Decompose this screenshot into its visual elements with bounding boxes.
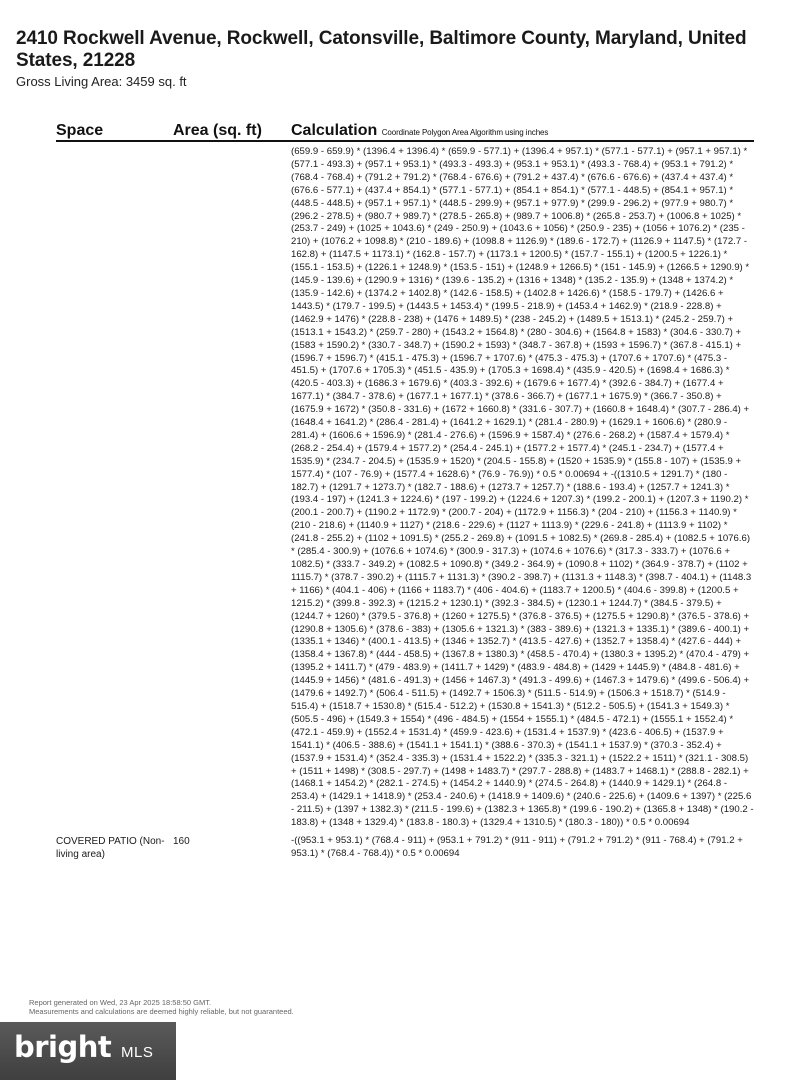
table-row — [56, 146, 754, 830]
header-space: Space — [56, 122, 104, 139]
gross-living-area: Gross Living Area: 3459 sq. ft — [16, 74, 187, 89]
header-calculation-note: Coordinate Polygon Area Algorithm using inches — [381, 128, 549, 137]
bright-mls-logo — [0, 1022, 176, 1080]
header-calculation-label: Calculation — [291, 122, 378, 139]
disclaimer-text: Measurements and calculations are deemed highly reliable, but not guaranteed. — [29, 1007, 294, 1016]
report-generated-text: Report generated on Wed, 23 Apr 2025 18:58:50 GMT. — [29, 998, 212, 1007]
table-header — [56, 118, 754, 142]
row-space: COVERED PATIO (Non-living area) — [56, 836, 165, 861]
header-area: Area (sq. ft) — [173, 122, 262, 139]
logo-mls-text: MLS — [121, 1044, 154, 1061]
property-address-title: 2410 Rockwell Avenue, Rockwell, Catonsville, Baltimore County, Maryland, United States, 21228 — [16, 28, 747, 71]
row-calculation: (659.9 - 659.9) * (1396.4 + 1396.4) * (659.9 - 577.1) + (1396.4 + 957.1) * (577.1 - 577.1) + (957.1 + 957.1) * (577.1 - 493.3) + (957.1 + 953.1) * (493.3 - 493.3) + (953.1 + 953.1) * (493.3 - 768.4) + (953.1 + 791.2) * (768.4 - 768.4) + (791.2 + 791.2) * (768.4 - 676.6) + (791.2 + 437.4) * (676.6 - 676.6) + (437.4 + 437.4) * (676.6 - 577.1) + (437.4 + 854.1) * (577.1 - 577.1) + (854.1 + 854.1) * (577.1 - 448.5) + (854.1 + 957.1) * (448.5 - 448.5) + (957.1 + 957.1) * (448.5 - 299.9) + (957.1 + 977.9) * (299.9 - 296.2) + (977.9 + 980.7) * (296.2 - 278.5) + (980.7 + 989.7) * (278.5 - 265.8) + (989.7 + 1006.8) * (265.8 - 253.7) + (1006.8 + 1025) * (253.7 - 249) + (1025 + 1043.6) * (249 - 250.9) + (1043.6 + 1056) * (250.9 - 235) + (1056 + 1076.2) * (235 - 210) + (1076.2 + 1098.8) * (210 - 189.6) + (1098.8 + 1126.9) * (189.6 - 172.7) + (1126.9 + 1147.5) * (172.7 - 162.8) + (1147.5 + 1173.1) * (162.8 - 157.7) + (1173.1 + 1200.5) * (157.7 - 155.1) + (1200.5 + 1226.1) * (155.1 - 153.5) + (1226.1 + 1248.9) * (153.5 - 151) + (1248.9 + 1266.5) * (151 - 145.9) + (1266.5 + 1290.9) * (145.9 - 139.6) + (1290.9 + 1316) * (139.6 - 135.2) + (1316 + 1348) * (135.2 - 135.9) + (1348 + 1374.2) * (135.9 - 142.6) + (1374.2 + 1402.8) * (142.6 - 158.5) + (1402.8 + 1426.6) * (158.5 - 179.7) + (1426.6 + 1443.5) * (179.7 - 199.5) + (1443.5 + 1453.4) * (199.5 - 218.9) + (1453.4 + 1462.9) * (218.9 - 228.8) + (1462.9 + 1476) * (228.8 - 238) + (1476 + 1489.5) * (238 - 245.2) + (1489.5 + 1513.1) * (245.2 - 259.7) + (1513.1 + 1543.2) * (259.7 - 280) + (1543.2 + 1564.8) * (280 - 304.6) + (1564.8 + 1583) * (304.6 - 330.7) + (1583 + 1590.2) * (330.7 - 348.7) + (1590.2 + 1593) * (348.7 - 367.8) + (1593 + 1596.7) * (367.8 - 415.1) + (1596.7 + 1596.7) * (415.1 - 475.3) + (1596.7 + 1707.6) * (475.3 - 475.3) + (1707.6 + 1707.6) * (475.3 - 451.5) + (1707.6 + 1705.3) * (451.5 - 435.9) + (1705.3 + 1698.4) * (435.9 - 420.5) + (1698.4 + 1686.3) * (420.5 - 403.3) + (1686.3 + 1679.6) * (403.3 - 392.6) + (1679.6 + 1677.4) * (392.6 - 384.7) + (1677.4 + 1677.1) * (384.7 - 378.6) + (1677.1 + 1677.1) * (378.6 - 366.7) + (1677.1 + 1675.9) * (366.7 - 350.8) + (1675.9 + 1672) * (350.8 - 331.6) + (1672 + 1660.8) * (331.6 - 307.7) + (1660.8 + 1648.4) * (307.7 - 286.4) + (1648.4 + 1641.2) * (286.4 - 281.4) + (1641.2 + 1629.1) * (281.4 - 280.9) + (1629.1 + 1606.6) * (280.9 - 281.4) + (1606.6 + 1596.9) * (281.4 - 276.6) + (1596.9 + 1587.4) * (276.6 - 268.2) + (1587.4 + 1579.4) * (268.2 - 254.4) + (1579.4 + 1577.2) * (254.4 - 245.1) + (1577.2 + 1577.4) * (245.1 - 234.7) + (1577.4 + 1535.9) * (234.7 - 204.5) + (1535.9 + 1520) * (204.5 - 155.8) + (1520 + 1535.9) * (155.8 - 107) + (1535.9 + 1577.4) * (107 - 76.9) + (1577.4 + 1628.6) * (76.9 - 76.9)) * 0.5 * 0.00694 + -((1310.5 + 1291.7) * (180 - 182.7) + (1291.7 + 1273.7) * (182.7 - 188.6) + (1273.7 + 1257.7) * (188.6 - 193.4) + (1257.7 + 1241.3) * (193.4 - 197) + (1241.3 + 1224.6) * (197 - 199.2) + (1224.6 + 1207.3) * (199.2 - 200.1) + (1207.3 + 1190.2) * (200.1 - 200.7) + (1190.2 + 1172.9) * (200.7 - 204) + (1172.9 + 1156.3) * (204 - 210) + (1156.3 + 1140.9) * (210 - 218.6) + (1140.9 + 1127) * (218.6 - 229.6) + (1127 + 1113.9) * (229.6 - 241.8) + (1113.9 + 1102) * (241.8 - 255.2) + (1102 + 1091.5) * (255.2 - 269.8) + (1091.5 + 1082.5) * (269.8 - 285.4) + (1082.5 + 1076.6) * (285.4 - 300.9) + (1076.6 + 1074.6) * (300.9 - 317.3) + (1074.6 + 1076.6) * (317.3 - 333.7) + (1076.6 + 1082.5) * (333.7 - 349.2) + (1082.5 + 1090.8) * (349.2 - 364.9) + (1090.8 + 1102) * (364.9 - 378.7) + (1102 + 1115.7) * (378.7 - 390.2) + (1115.7 + 1131.3) * (390.2 - 398.7) + (1131.3 + 1148.3) * (398.7 - 404.1) + (1148.3 + 1166) * (404.1 - 406) + (1166 + 1183.7) * (406 - 404.6) + (1183.7 + 1200.5) * (404.6 - 399.8) + (1200.5 + 1215.2) * (399.8 - 392.3) + (1215.2 + 1230.1) * (392.3 - 384.5) + (1230.1 + 1244.7) * (384.5 - 379.5) + (1244.7 + 1260) * (379.5 - 376.8) + (1260 + 1275.5) * (376.8 - 376.5) + (1275.5 + 1290.8) * (376.5 - 378.6) + (1290.8 + 1305.6) * (378.6 - 383) + (1305.6 + 1321.3) * (383 - 389.6) + (1321.3 + 1335.1) * (389.6 - 400.1) + (1335.1 + 1346) * (400.1 - 413.5) + (1346 + 1352.7) * (413.5 - 427.6) + (1352.7 + 1358.4) * (427.6 - 444) + (1358.4 + 1367.8) * (444 - 458.5) + (1367.8 + 1380.3) * (458.5 - 470.4) + (1380.3 + 1395.2) * (470.4 - 479) + (1395.2 + 1411.7) * (479 - 483.9) + (1411.7 + 1429) * (483.9 - 484.8) + (1429 + 1445.9) * (484.8 - 481.6) + (1445.9 + 1456) * (481.6 - 491.3) + (1456 + 1467.3) * (491.3 - 499.6) + (1467.3 + 1479.6) * (499.6 - 506.4) + (1479.6 + 1492.7) * (506.4 - 511.5) + (1492.7 + 1506.3) * (511.5 - 514.9) + (1506.3 + 1518.7) * (514.9 - 515.4) + (1518.7 + 1530.8) * (515.4 - 512.2) + (1530.8 + 1541.3) * (512.2 - 505.5) + (1541.3 + 1549.3) * (505.5 - 496) + (1549.3 + 1554) * (496 - 484.5) + (1554 + 1555.1) * (484.5 - 472.1) + (1555.1 + 1552.4) * (472.1 - 459.9) + (1552.4 + 1531.4) * (459.9 - 423.6) + (1531.4 + 1537.9) * (423.6 - 406.5) + (1537.9 + 1541.1) * (406.5 - 388.6) + (1541.1 + 1541.1) * (388.6 - 370.3) + (1541.1 + 1537.9) * (370.3 - 352.4) + (1537.9 + 1531.4) * (352.4 - 335.3) + (1531.4 + 1522.2) * (335.3 - 321.1) + (1522.2 + 1511) * (321.1 - 308.5) + (1511 + 1498) * (308.5 - 297.7) + (1498 + 1483.7) * (297.7 - 288.8) + (1483.7 + 1468.1) * (288.8 - 282.1) + (1468.1 + 1454.2) * (282.1 - 274.5) + (1454.2 + 1440.9) * (274.5 - 264.8) + (1440.9 + 1429.1) * (264.8 - 253.4) + (1429.1 + 1418.9) * (253.4 - 240.6) + (1418.9 + 1409.6) * (240.6 - 225.6) + (1409.6 + 1397) * (225.6 - 211.5) + (1397 + 1382.3) * (211.5 - 199.6) + (1382.3 + 1365.8) * (199.6 - 190.2) + (1365.8 + 1348) * (190.2 - 183.8) + (1348 + 1329.4) * (183.8 - 180.3) + (1329.4 + 1310.5) * (180.3 - 180)) * 0.5 * 0.00694 — [291, 146, 754, 829]
table-row — [56, 835, 754, 861]
report-header — [16, 28, 786, 90]
area-table — [56, 118, 754, 861]
row-calculation: -((953.1 + 953.1) * (768.4 - 911) + (953.1 + 791.2) * (911 - 911) + (791.2 + 791.2) * (911 - 768.4) + (791.2 + 953.1) * (768.4 - 768.4)) * 0.5 * 0.00694 — [291, 835, 743, 859]
row-area: 160 — [173, 836, 190, 848]
report-footer — [29, 998, 294, 1016]
header-calculation — [291, 122, 754, 140]
logo-brand-text: bright — [14, 1030, 112, 1064]
